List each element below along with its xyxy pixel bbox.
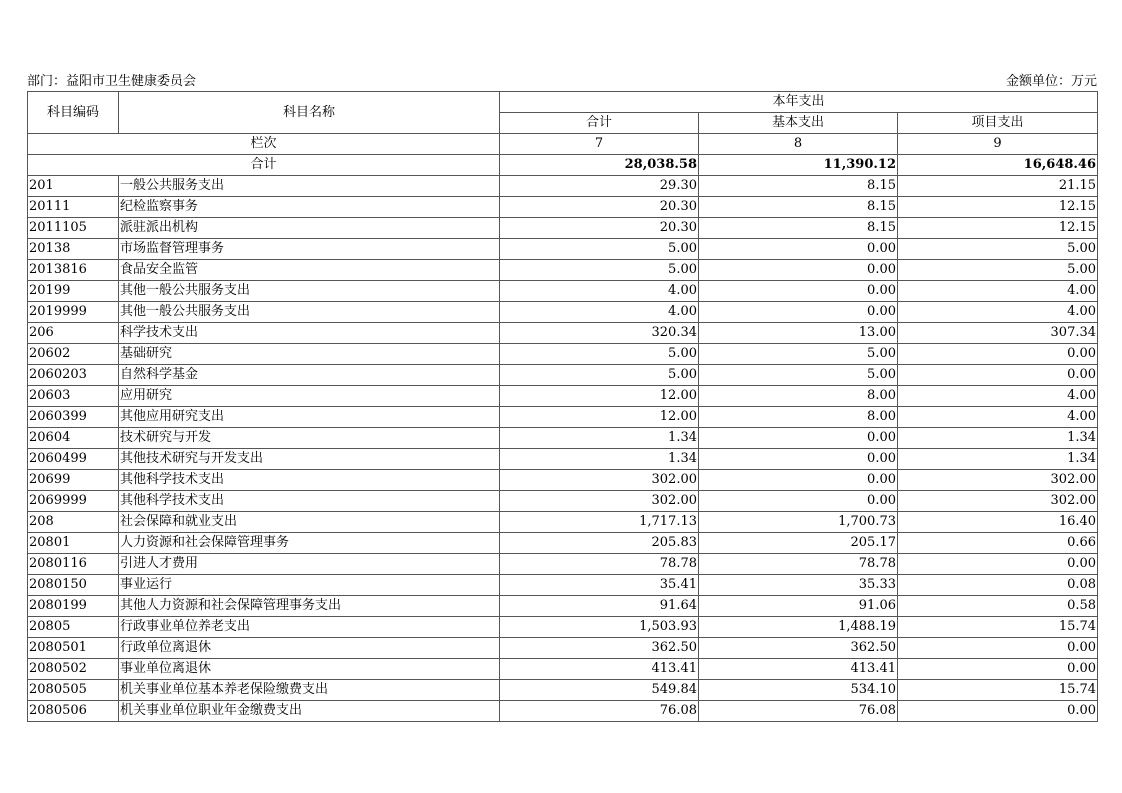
cell-project: 0.58 xyxy=(898,596,1098,617)
cell-total: 1,503.93 xyxy=(500,617,699,638)
cell-total: 1.34 xyxy=(500,449,699,470)
table-row xyxy=(28,680,1098,701)
cell-total: 5.00 xyxy=(500,239,699,260)
table-row xyxy=(28,365,1098,386)
cell-total: 302.00 xyxy=(500,491,699,512)
cell-code: 2080505 xyxy=(28,680,119,701)
cell-code: 2080502 xyxy=(28,659,119,680)
table-row xyxy=(28,281,1098,302)
cell-project: 0.66 xyxy=(898,533,1098,554)
cell-total: 362.50 xyxy=(500,638,699,659)
expenditure-table xyxy=(27,91,1098,722)
cell-project: 4.00 xyxy=(898,281,1098,302)
cell-code: 2069999 xyxy=(28,491,119,512)
table-row xyxy=(28,470,1098,491)
cell-project: 307.34 xyxy=(898,323,1098,344)
table-row xyxy=(28,617,1098,638)
header-name: 科目名称 xyxy=(119,92,500,134)
cell-code: 208 xyxy=(28,512,119,533)
cell-name: 食品安全监管 xyxy=(119,260,500,281)
cell-name: 纪检监察事务 xyxy=(119,197,500,218)
cell-total: 76.08 xyxy=(500,701,699,722)
cell-basic: 534.10 xyxy=(699,680,898,701)
cell-code: 2060203 xyxy=(28,365,119,386)
cell-name: 其他科学技术支出 xyxy=(119,491,500,512)
cell-basic: 8.15 xyxy=(699,218,898,239)
cell-name: 市场监督管理事务 xyxy=(119,239,500,260)
cell-project: 302.00 xyxy=(898,470,1098,491)
cell-total: 1,717.13 xyxy=(500,512,699,533)
cell-basic: 0.00 xyxy=(699,239,898,260)
cell-project: 4.00 xyxy=(898,302,1098,323)
cell-project: 0.00 xyxy=(898,365,1098,386)
cell-basic: 8.00 xyxy=(699,407,898,428)
cell-project: 4.00 xyxy=(898,407,1098,428)
cell-basic: 1,488.19 xyxy=(699,617,898,638)
cell-project: 4.00 xyxy=(898,386,1098,407)
cell-project: 5.00 xyxy=(898,260,1098,281)
cell-name: 引进人才费用 xyxy=(119,554,500,575)
table-row xyxy=(28,701,1098,722)
cell-code: 20199 xyxy=(28,281,119,302)
header-code: 科目编码 xyxy=(28,92,119,134)
cell-basic: 8.15 xyxy=(699,176,898,197)
cell-code: 2060399 xyxy=(28,407,119,428)
cell-code: 206 xyxy=(28,323,119,344)
cell-basic: 8.00 xyxy=(699,386,898,407)
cell-basic: 1,700.73 xyxy=(699,512,898,533)
cell-code: 2060499 xyxy=(28,449,119,470)
cell-name: 行政单位离退休 xyxy=(119,638,500,659)
cell-basic: 205.17 xyxy=(699,533,898,554)
cell-basic: 0.00 xyxy=(699,281,898,302)
cell-name: 事业运行 xyxy=(119,575,500,596)
cell-name: 事业单位离退休 xyxy=(119,659,500,680)
cell-basic: 0.00 xyxy=(699,260,898,281)
cell-code: 2080199 xyxy=(28,596,119,617)
cell-code: 2080150 xyxy=(28,575,119,596)
cell-total: 91.64 xyxy=(500,596,699,617)
cell-name: 机关事业单位职业年金缴费支出 xyxy=(119,701,500,722)
cell-project: 15.74 xyxy=(898,617,1098,638)
cell-total: 4.00 xyxy=(500,302,699,323)
table-row xyxy=(28,260,1098,281)
cell-name: 自然科学基金 xyxy=(119,365,500,386)
cell-total: 20.30 xyxy=(500,218,699,239)
cell-basic: 0.00 xyxy=(699,428,898,449)
table-row xyxy=(28,176,1098,197)
cell-total: 35.41 xyxy=(500,575,699,596)
cell-project: 1.34 xyxy=(898,428,1098,449)
cell-basic: 5.00 xyxy=(699,344,898,365)
table-row xyxy=(28,659,1098,680)
cell-name: 派驻派出机构 xyxy=(119,218,500,239)
cell-basic: 0.00 xyxy=(699,449,898,470)
cell-basic: 0.00 xyxy=(699,302,898,323)
cell-total: 302.00 xyxy=(500,470,699,491)
cell-code: 2080501 xyxy=(28,638,119,659)
sum-total: 28,038.58 xyxy=(500,155,699,176)
cell-name: 其他技术研究与开发支出 xyxy=(119,449,500,470)
cell-code: 201 xyxy=(28,176,119,197)
cell-name: 其他人力资源和社会保障管理事务支出 xyxy=(119,596,500,617)
cell-name: 人力资源和社会保障管理事务 xyxy=(119,533,500,554)
cell-total: 4.00 xyxy=(500,281,699,302)
cell-name: 科学技术支出 xyxy=(119,323,500,344)
cell-name: 技术研究与开发 xyxy=(119,428,500,449)
sum-project: 16,648.46 xyxy=(898,155,1098,176)
cell-code: 2013816 xyxy=(28,260,119,281)
table-row xyxy=(28,554,1098,575)
cell-project: 5.00 xyxy=(898,239,1098,260)
cell-code: 20604 xyxy=(28,428,119,449)
column-number-project: 9 xyxy=(898,134,1098,155)
cell-basic: 78.78 xyxy=(699,554,898,575)
cell-name: 基础研究 xyxy=(119,344,500,365)
cell-total: 1.34 xyxy=(500,428,699,449)
column-number-label: 栏次 xyxy=(28,134,500,155)
cell-code: 20602 xyxy=(28,344,119,365)
cell-total: 5.00 xyxy=(500,344,699,365)
header-year-expenditure: 本年支出 xyxy=(500,92,1098,113)
cell-name: 其他一般公共服务支出 xyxy=(119,302,500,323)
cell-basic: 0.00 xyxy=(699,470,898,491)
cell-code: 20699 xyxy=(28,470,119,491)
column-number-total: 7 xyxy=(500,134,699,155)
cell-code: 20111 xyxy=(28,197,119,218)
cell-name: 社会保障和就业支出 xyxy=(119,512,500,533)
header-project: 项目支出 xyxy=(898,113,1098,134)
table-row xyxy=(28,344,1098,365)
cell-code: 20805 xyxy=(28,617,119,638)
cell-code: 2011105 xyxy=(28,218,119,239)
cell-basic: 13.00 xyxy=(699,323,898,344)
cell-code: 20801 xyxy=(28,533,119,554)
cell-project: 21.15 xyxy=(898,176,1098,197)
cell-total: 78.78 xyxy=(500,554,699,575)
cell-basic: 8.15 xyxy=(699,197,898,218)
table-row xyxy=(28,428,1098,449)
cell-basic: 76.08 xyxy=(699,701,898,722)
cell-project: 1.34 xyxy=(898,449,1098,470)
cell-code: 2080116 xyxy=(28,554,119,575)
cell-project: 0.00 xyxy=(898,554,1098,575)
cell-project: 302.00 xyxy=(898,491,1098,512)
cell-total: 20.30 xyxy=(500,197,699,218)
cell-project: 15.74 xyxy=(898,680,1098,701)
table-row xyxy=(28,638,1098,659)
cell-total: 5.00 xyxy=(500,365,699,386)
cell-name: 其他一般公共服务支出 xyxy=(119,281,500,302)
cell-code: 20138 xyxy=(28,239,119,260)
cell-name: 一般公共服务支出 xyxy=(119,176,500,197)
table-row xyxy=(28,323,1098,344)
cell-total: 29.30 xyxy=(500,176,699,197)
department-label: 部门：益阳市卫生健康委员会 xyxy=(27,74,197,89)
cell-project: 0.08 xyxy=(898,575,1098,596)
cell-project: 0.00 xyxy=(898,659,1098,680)
sum-row xyxy=(28,155,1098,176)
column-number-row xyxy=(28,134,1098,155)
table-row xyxy=(28,386,1098,407)
table-row xyxy=(28,302,1098,323)
header-row-1 xyxy=(28,92,1098,113)
cell-code: 20603 xyxy=(28,386,119,407)
table-row xyxy=(28,512,1098,533)
cell-basic: 362.50 xyxy=(699,638,898,659)
cell-total: 12.00 xyxy=(500,386,699,407)
header-basic: 基本支出 xyxy=(699,113,898,134)
page-header xyxy=(27,74,1097,90)
cell-total: 549.84 xyxy=(500,680,699,701)
cell-project: 0.00 xyxy=(898,344,1098,365)
header-total: 合计 xyxy=(500,113,699,134)
table-row xyxy=(28,218,1098,239)
cell-total: 413.41 xyxy=(500,659,699,680)
cell-name: 行政事业单位养老支出 xyxy=(119,617,500,638)
table-row xyxy=(28,575,1098,596)
cell-total: 12.00 xyxy=(500,407,699,428)
cell-name: 其他应用研究支出 xyxy=(119,407,500,428)
table-row xyxy=(28,491,1098,512)
cell-project: 12.15 xyxy=(898,197,1098,218)
cell-code: 2019999 xyxy=(28,302,119,323)
cell-name: 其他科学技术支出 xyxy=(119,470,500,491)
cell-name: 应用研究 xyxy=(119,386,500,407)
cell-total: 205.83 xyxy=(500,533,699,554)
table-row xyxy=(28,596,1098,617)
sum-basic: 11,390.12 xyxy=(699,155,898,176)
table-row xyxy=(28,533,1098,554)
sum-label: 合计 xyxy=(28,155,500,176)
column-number-basic: 8 xyxy=(699,134,898,155)
table-row xyxy=(28,239,1098,260)
cell-project: 0.00 xyxy=(898,701,1098,722)
cell-basic: 413.41 xyxy=(699,659,898,680)
cell-project: 16.40 xyxy=(898,512,1098,533)
unit-label: 金额单位：万元 xyxy=(1005,74,1097,89)
cell-project: 12.15 xyxy=(898,218,1098,239)
table-row xyxy=(28,197,1098,218)
cell-project: 0.00 xyxy=(898,638,1098,659)
cell-total: 5.00 xyxy=(500,260,699,281)
table-row xyxy=(28,449,1098,470)
cell-basic: 35.33 xyxy=(699,575,898,596)
cell-total: 320.34 xyxy=(500,323,699,344)
cell-name: 机关事业单位基本养老保险缴费支出 xyxy=(119,680,500,701)
cell-basic: 0.00 xyxy=(699,491,898,512)
table-row xyxy=(28,407,1098,428)
cell-basic: 91.06 xyxy=(699,596,898,617)
table-body xyxy=(28,92,1098,722)
cell-code: 2080506 xyxy=(28,701,119,722)
cell-basic: 5.00 xyxy=(699,365,898,386)
